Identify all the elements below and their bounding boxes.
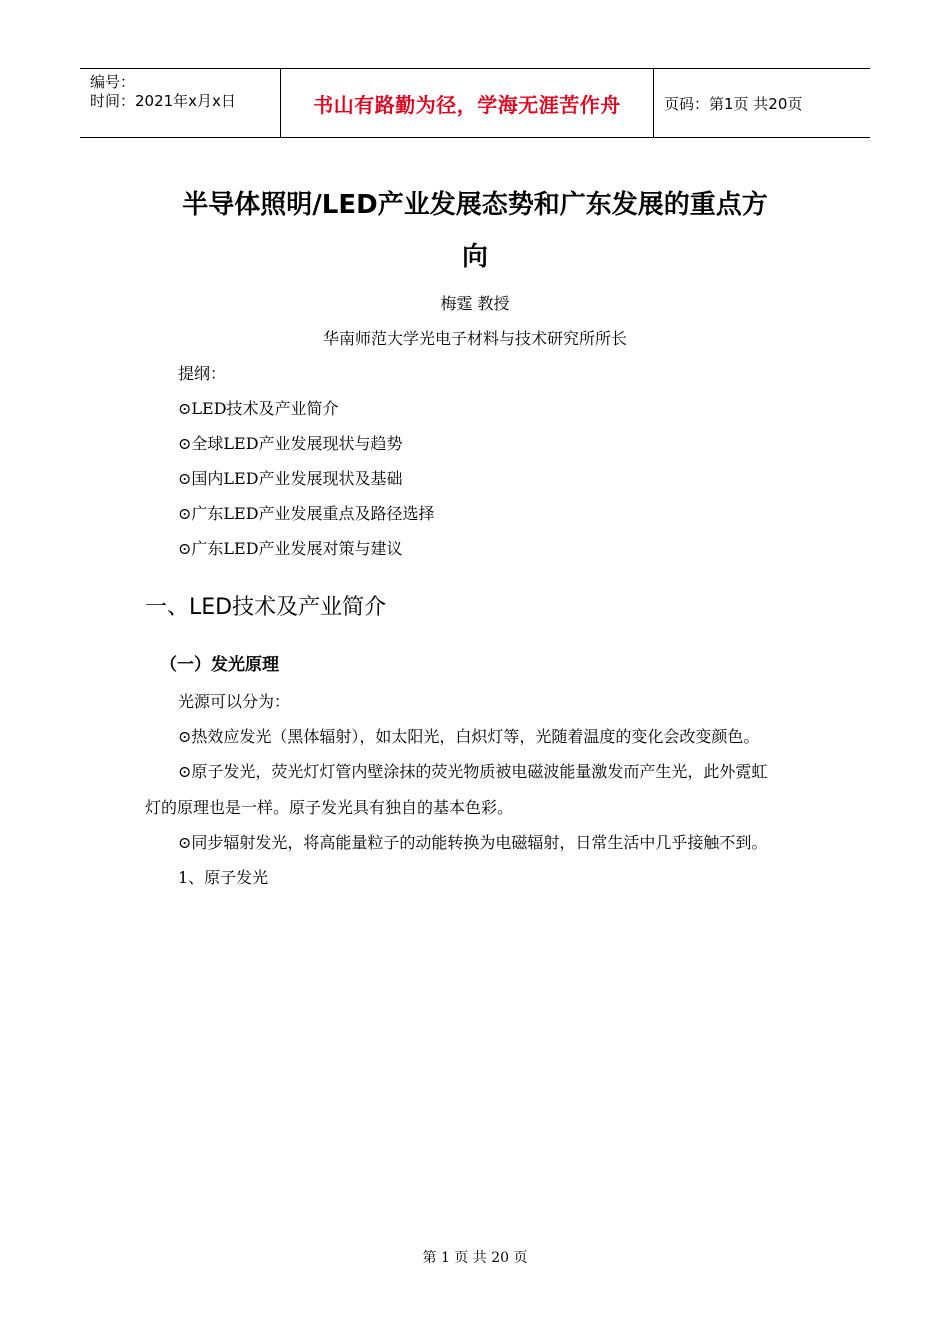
header-page-info: 页码：第1页 共20页 [664,94,803,113]
outline-item: ⊙全球LED产业发展现状与趋势 [178,434,403,453]
document-title-line2: 向 [461,242,488,272]
body-paragraph: 光源可以分为： [178,692,291,711]
affiliation: 华南师范大学光电子材料与技术研究所所长 [322,329,627,348]
outline-item: ⊙LED技术及产业简介 [178,399,339,418]
outline-item: ⊙广东LED产业发展对策与建议 [178,539,403,558]
page-header [80,68,870,138]
document-title-line1: 半导体照明/LED产业发展态势和广东发展的重点方 [182,190,768,220]
outline-item: ⊙广东LED产业发展重点及路径选择 [178,504,435,523]
body-paragraph: 1、原子发光 [178,868,269,887]
outline-label: 提纲： [178,364,227,383]
document-time-label: 时间：2021年x月x日 [90,92,236,110]
page-footer: 第 1 页 共 20 页 [422,1250,528,1266]
section-heading: 一、LED技术及产业简介 [145,595,387,620]
body-paragraph: ⊙原子发光，荧光灯灯管内壁涂抹的荧光物质被电磁波能量激发而产生光，此外霓虹 [178,762,768,781]
document-number-label: 编号： [90,73,136,91]
author: 梅霆 教授 [440,294,510,313]
body-paragraph: ⊙同步辐射发光，将高能量粒子的动能转换为电磁辐射，日常生活中几乎接触不到。 [178,833,768,852]
outline-item: ⊙国内LED产业发展现状及基础 [178,469,403,488]
body-paragraph: ⊙热效应发光（黑体辐射），如太阳光，白炽灯等，光随着温度的变化会改变颜色。 [178,727,760,746]
header-motto: 书山有路勤为径，学海无涯苦作舟 [281,69,654,137]
header-meta [80,69,281,137]
body-paragraph-continuation: 灯的原理也是一样。原子发光具有独自的基本色彩。 [145,798,514,817]
subsection-heading: （一）发光原理 [160,655,279,675]
